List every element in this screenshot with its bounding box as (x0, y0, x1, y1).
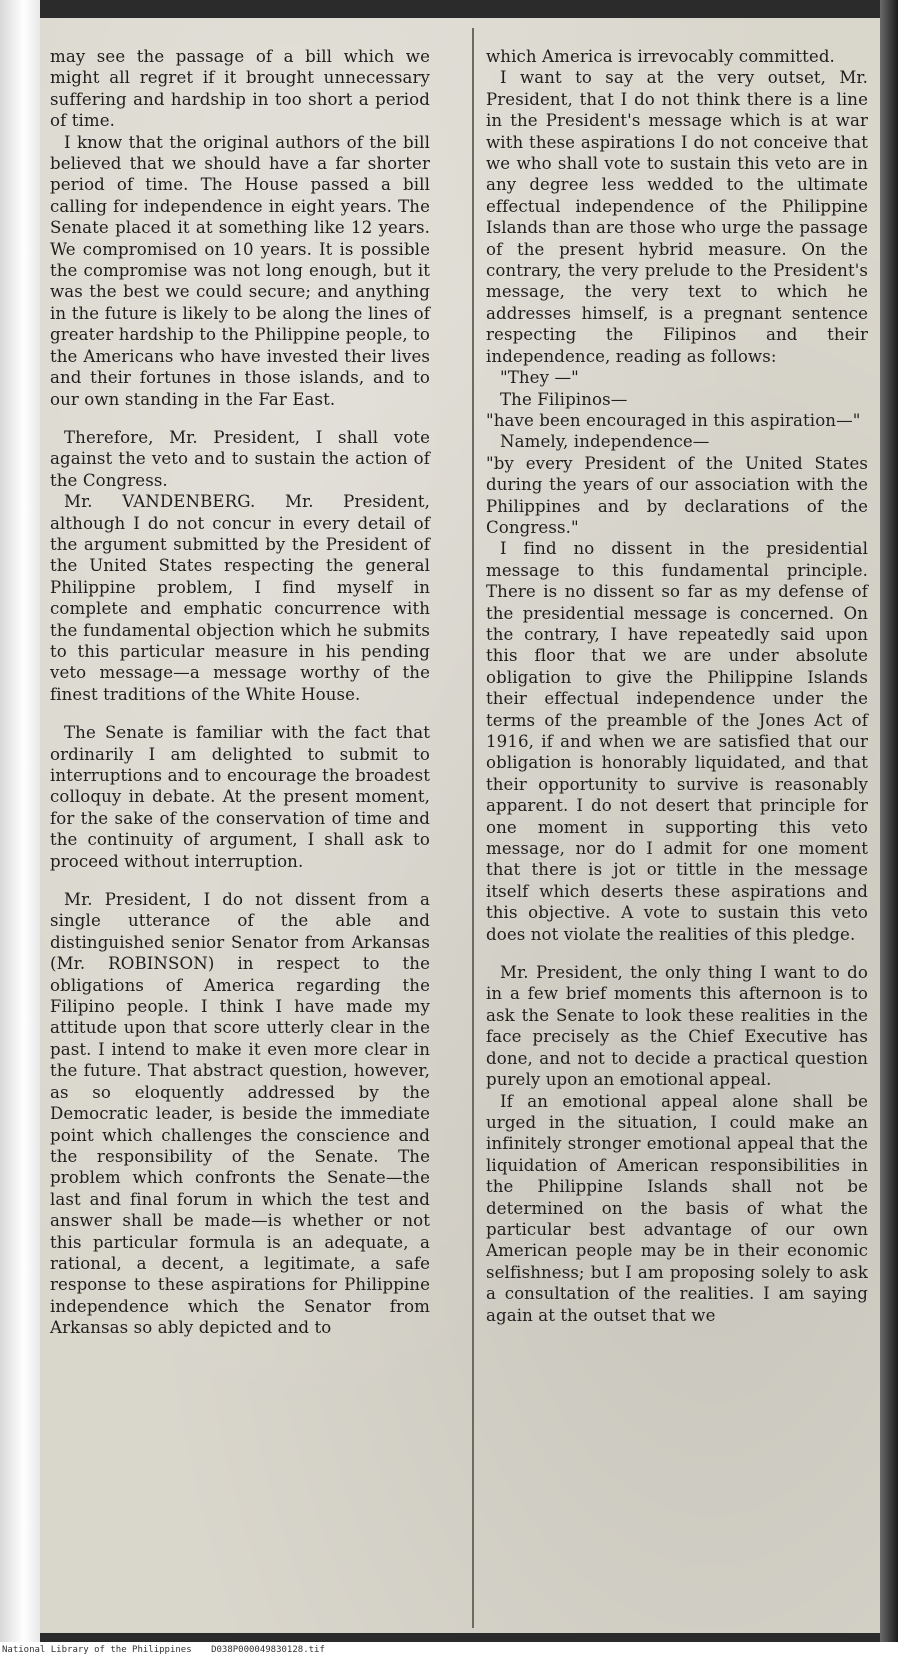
column-divider (472, 28, 474, 1628)
file-id: D038P000049830128.tif (211, 1645, 325, 1655)
right-quote-1: "They —" (500, 368, 579, 388)
right-quote-4: Namely, independence— (500, 432, 710, 452)
left-paragraph-2: I know that the original authors of the bill believed that we should have a far shorter period of time. The House passed a bill calling for independence in eight years. The Senate placed it at something like 12 years. We compromised on 10 years. It is possible the compromise was not long enough, but it was the best we could secure; and anything in the future is likely to be along the lines of greater hardship to the Philippine people, to the Americans who have invested their lives and their fortunes in those islands, and to our own standing in the Far East. (50, 132, 430, 409)
left-paragraph-1: may see the passage of a bill which we might all regret if it brought unnecessary suffering and hardship in too short a period of time. (50, 47, 430, 131)
right-paragraph-5: If an emotional appeal alone shall be urged in the situation, I could make an infinitely stronger emotional appeal that the liquidation of American responsibilities in the Philippine Islands shall not be determined on the basis of what the particular best advantage of our own American people may be in their economic selfishness; but I am proposing solely to ask a consultation of the realities. I am saying again at the outset that we (486, 1091, 868, 1325)
left-text-column (50, 46, 430, 1339)
library-name: National Library of the Philippines (2, 1645, 192, 1655)
right-text-column (486, 46, 868, 1326)
scan-left-margin (0, 0, 40, 1658)
right-paragraph-3: I find no dissent in the presidential message to this fundamental principle. There is no dissent so far as my defense of the presidential message is concerned. On the contrary, I have repeatedly said upon this floor that we are under absolute obligation to give the Philippine Islands their effectual independence under the terms of the preamble of the Jones Act of 1916, if and when we are satisfied that our obligation is honorably liquidated, and that their opportunity to survive is reasonably apparent. I do not desert that principle for one moment in supporting this veto message, nor do I admit for one moment that there is jot or tittle in the message itself which deserts these aspirations and this objective. A vote to sustain this veto does not violate the realities of this pledge. (486, 539, 868, 944)
right-quote-5: "by every President of the United States during the years of our association with the Philippines and by declarations of the Congress." (486, 453, 868, 537)
right-paragraph-2: I want to say at the very outset, Mr. President, that I do not think there is a line in the President's message which is at war with these aspirations I do not conceive that we who shall vote to sustain this veto are in any degree less wedded to the ultimate effectual independence of the Philippine Islands than are those who urge the passage of the present hybrid measure. On the contrary, the very prelude to the President's message, the very text to which he addresses himself, is a pregnant sentence respecting the Filipinos and their independence, reading as follows: (486, 68, 868, 366)
right-paragraph-4: Mr. President, the only thing I want to do in a few brief moments this afternoon is to ask the Senate to look these realities in the face precisely as the Chief Executive has done, and not to decide a practical question purely upon an emotional appeal. (486, 963, 868, 1090)
left-paragraph-3: Therefore, Mr. President, I shall vote against the veto and to sustain the action of the Congress. (50, 427, 430, 490)
right-quote-2: The Filipinos— (500, 389, 628, 409)
scan-right-shadow (880, 0, 898, 1658)
scan-footer (0, 1642, 898, 1658)
right-quote-3: "have been encouraged in this aspiration—" (486, 410, 861, 430)
left-paragraph-6: Mr. President, I do not dissent from a single utterance of the able and distinguished senior Senator from Arkansas (Mr. ROBINSON) in respect to the obligations of America regarding the Filipino people. I think I have made my attitude upon that score utterly clear in the past. I intend to make it even more clear in the future. That abstract question, however, as so eloquently addressed by the Democratic leader, is beside the immediate point which challenges the conscience and the responsibility of the Senate. The problem which confronts the Senate—the last and final forum in which the test and answer shall be made—is whether or not this particular formula is an adequate, a rational, a decent, a legitimate, a safe response to these aspirations for Philippine independence which the Senator from Arkansas so ably depicted and to (50, 890, 430, 1338)
left-paragraph-4: Mr. VANDENBERG. Mr. President, although I do not concur in every detail of the argument submitted by the President of the United States respecting the general Philippine problem, I find myself in complete and emphatic concurrence with the fundamental objection which he submits to this particular measure in his pending veto message—a message worthy of the finest traditions of the White House. (50, 492, 430, 704)
left-paragraph-5: The Senate is familiar with the fact that ordinarily I am delighted to submit to interruptions and to encourage the broadest colloquy in debate. At the present moment, for the sake of the conservation of time and the continuity of argument, I shall ask to proceed without interruption. (50, 723, 430, 871)
newspaper-clipping (40, 18, 880, 1633)
right-paragraph-1: which America is irrevocably committed. (486, 47, 835, 66)
